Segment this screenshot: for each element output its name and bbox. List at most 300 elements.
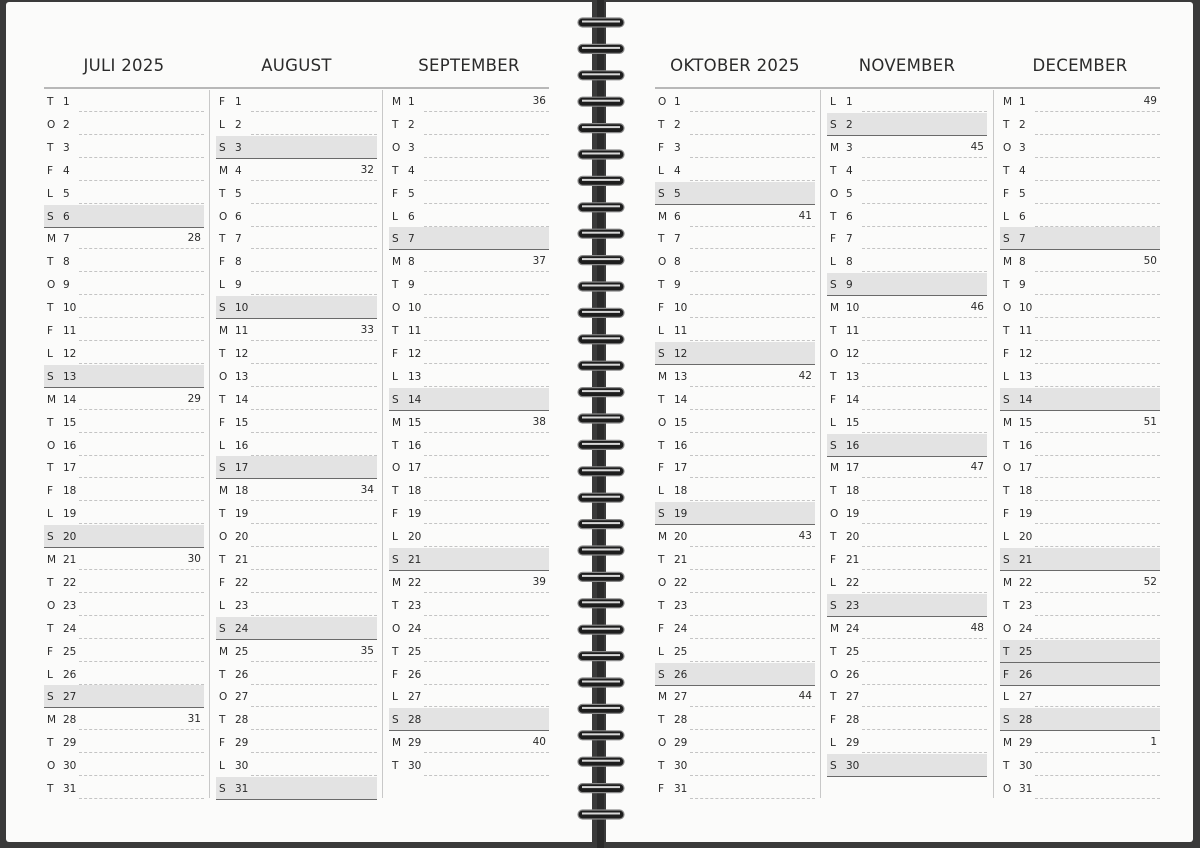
day-row-holiday[interactable]: [827, 273, 987, 296]
day-row-holiday[interactable]: [216, 777, 377, 800]
day-row[interactable]: [216, 205, 377, 228]
weekday-letter: S: [658, 508, 665, 521]
day-row[interactable]: [1000, 273, 1160, 296]
writing-line: [424, 752, 549, 753]
writing-line: [862, 432, 987, 433]
day-row[interactable]: [389, 90, 549, 113]
day-row[interactable]: [216, 640, 377, 663]
weekday-letter: L: [47, 347, 53, 360]
weekday-letter: M: [47, 233, 57, 246]
day-row-holiday[interactable]: [655, 663, 815, 686]
day-row[interactable]: [389, 136, 549, 159]
day-number: 18: [63, 485, 77, 498]
writing-line: [251, 134, 377, 135]
day-row[interactable]: [655, 319, 815, 342]
day-row[interactable]: [389, 182, 549, 205]
day-row[interactable]: [216, 434, 377, 457]
day-row[interactable]: [389, 663, 549, 686]
day-number: 24: [846, 622, 860, 635]
day-row[interactable]: [655, 250, 815, 273]
day-row[interactable]: [44, 548, 204, 571]
day-row[interactable]: [389, 479, 549, 502]
day-row[interactable]: [1000, 525, 1160, 548]
day-row[interactable]: [827, 205, 987, 228]
day-row-holiday[interactable]: [389, 388, 549, 411]
day-number: 6: [63, 210, 70, 223]
day-row[interactable]: [827, 571, 987, 594]
day-row[interactable]: [389, 250, 549, 273]
weekday-letter: O: [830, 668, 839, 681]
day-row-holiday[interactable]: [44, 525, 204, 548]
day-row[interactable]: [1000, 777, 1160, 800]
day-row[interactable]: [44, 571, 204, 594]
writing-line: [862, 706, 987, 707]
day-row[interactable]: [216, 388, 377, 411]
day-row[interactable]: [1000, 205, 1160, 228]
binding-ring-highlight: [582, 179, 620, 181]
day-row[interactable]: [655, 388, 815, 411]
weekday-letter: O: [47, 599, 56, 612]
day-number: 4: [846, 164, 853, 177]
week-number: 38: [532, 415, 546, 428]
weekday-letter: L: [47, 668, 53, 681]
day-row[interactable]: [655, 708, 815, 731]
day-row[interactable]: [827, 456, 987, 479]
day-row[interactable]: [389, 731, 549, 754]
week-number: 45: [970, 140, 984, 153]
weekday-letter: F: [392, 347, 399, 360]
day-row[interactable]: [827, 525, 987, 548]
day-row[interactable]: [827, 388, 987, 411]
day-row[interactable]: [44, 502, 204, 525]
day-row-holiday[interactable]: [827, 754, 987, 777]
day-row-holiday[interactable]: [389, 227, 549, 250]
writing-line: [251, 615, 377, 616]
binding-ring-highlight: [582, 760, 620, 762]
day-number: 5: [674, 187, 681, 200]
day-row-holiday[interactable]: [1000, 548, 1160, 571]
day-row[interactable]: [216, 479, 377, 502]
day-row[interactable]: [44, 754, 204, 777]
weekday-letter: L: [47, 187, 53, 200]
day-row[interactable]: [216, 90, 377, 113]
day-row[interactable]: [216, 342, 377, 365]
day-row[interactable]: [216, 685, 377, 708]
weekday-letter: F: [830, 393, 837, 406]
day-row[interactable]: [216, 182, 377, 205]
weekday-letter: L: [830, 96, 836, 108]
day-row[interactable]: [655, 571, 815, 594]
weekday-letter: T: [830, 210, 837, 223]
day-number: 22: [63, 576, 77, 589]
writing-line: [424, 157, 549, 158]
day-row[interactable]: [655, 731, 815, 754]
day-row[interactable]: [1000, 296, 1160, 319]
day-number: 26: [1019, 668, 1033, 681]
day-row[interactable]: [216, 594, 377, 617]
writing-line: [79, 317, 204, 318]
day-row[interactable]: [44, 136, 204, 159]
day-row[interactable]: [827, 731, 987, 754]
day-row-holiday[interactable]: [216, 296, 377, 319]
writing-line: [1035, 111, 1160, 112]
day-row-holiday[interactable]: [216, 617, 377, 640]
day-row[interactable]: [216, 159, 377, 182]
day-row[interactable]: [1000, 319, 1160, 342]
day-row-holiday[interactable]: [389, 548, 549, 571]
binding-ring-highlight: [582, 285, 620, 287]
day-row[interactable]: [216, 754, 377, 777]
day-row[interactable]: [655, 296, 815, 319]
weekday-letter: T: [219, 668, 226, 681]
writing-line: [1035, 340, 1160, 341]
day-row[interactable]: [827, 663, 987, 686]
day-row[interactable]: [827, 502, 987, 525]
writing-line: [251, 294, 377, 295]
day-row[interactable]: [216, 708, 377, 731]
day-row[interactable]: [44, 411, 204, 434]
week-number: 46: [970, 301, 984, 314]
weekday-letter: T: [658, 714, 665, 727]
day-row[interactable]: [389, 296, 549, 319]
day-row[interactable]: [1000, 411, 1160, 434]
day-number: 6: [846, 210, 853, 223]
weekday-letter: F: [392, 668, 399, 681]
day-row[interactable]: [655, 456, 815, 479]
day-row-holiday[interactable]: [655, 182, 815, 205]
day-row-holiday[interactable]: [216, 136, 377, 159]
day-row[interactable]: [827, 617, 987, 640]
day-row[interactable]: [655, 90, 815, 113]
day-row-holiday[interactable]: [1000, 708, 1160, 731]
day-row[interactable]: [1000, 136, 1160, 159]
day-row[interactable]: [1000, 434, 1160, 457]
day-row-holiday[interactable]: [44, 685, 204, 708]
day-row[interactable]: [1000, 113, 1160, 136]
day-row-holiday[interactable]: [44, 205, 204, 228]
day-row[interactable]: [389, 685, 549, 708]
day-row[interactable]: [827, 182, 987, 205]
day-row[interactable]: [44, 113, 204, 136]
day-row[interactable]: [389, 571, 549, 594]
day-row[interactable]: [44, 342, 204, 365]
day-number: 19: [63, 508, 77, 521]
day-row-holiday[interactable]: [216, 456, 377, 479]
day-row[interactable]: [389, 502, 549, 525]
weekday-letter: F: [830, 714, 837, 727]
day-number: 1: [408, 96, 415, 108]
day-row[interactable]: [655, 685, 815, 708]
writing-line: [690, 477, 815, 478]
weekday-letter: T: [219, 347, 226, 360]
day-row[interactable]: [655, 754, 815, 777]
day-row[interactable]: [1000, 90, 1160, 113]
weekday-letter: S: [1003, 393, 1010, 406]
day-row[interactable]: [44, 479, 204, 502]
day-row[interactable]: [389, 205, 549, 228]
day-row[interactable]: [1000, 617, 1160, 640]
day-row[interactable]: [44, 159, 204, 182]
day-row[interactable]: [827, 708, 987, 731]
writing-line: [251, 684, 377, 685]
day-row[interactable]: [655, 640, 815, 663]
day-row[interactable]: [1000, 365, 1160, 388]
day-row[interactable]: [216, 571, 377, 594]
weekday-letter: T: [658, 233, 665, 246]
day-row[interactable]: [655, 159, 815, 182]
day-row[interactable]: [389, 319, 549, 342]
day-row[interactable]: [1000, 571, 1160, 594]
day-row[interactable]: [827, 319, 987, 342]
weekday-letter: F: [658, 462, 665, 475]
day-row[interactable]: [216, 502, 377, 525]
day-number: 29: [63, 737, 77, 750]
writing-line: [1035, 523, 1160, 524]
week-number: 44: [798, 690, 812, 703]
writing-line: [1035, 203, 1160, 204]
day-number: 18: [1019, 485, 1033, 498]
day-number: 26: [408, 668, 422, 681]
day-row[interactable]: [389, 273, 549, 296]
day-row[interactable]: [655, 594, 815, 617]
day-row[interactable]: [44, 434, 204, 457]
day-row[interactable]: [1000, 456, 1160, 479]
weekday-letter: O: [47, 760, 56, 773]
day-row[interactable]: [44, 388, 204, 411]
weekday-letter: S: [392, 393, 399, 406]
day-row[interactable]: [827, 159, 987, 182]
day-row[interactable]: [827, 411, 987, 434]
writing-line: [862, 271, 987, 272]
day-row[interactable]: [44, 594, 204, 617]
day-row-holiday[interactable]: [1000, 663, 1160, 686]
day-row[interactable]: [216, 273, 377, 296]
day-row[interactable]: [389, 525, 549, 548]
day-number: 24: [408, 622, 422, 635]
day-row[interactable]: [44, 227, 204, 250]
day-row[interactable]: [655, 434, 815, 457]
day-row[interactable]: [44, 708, 204, 731]
binding-ring-highlight: [582, 681, 620, 683]
day-row-holiday[interactable]: [1000, 640, 1160, 663]
day-row[interactable]: [44, 731, 204, 754]
day-row[interactable]: [389, 365, 549, 388]
day-row[interactable]: [827, 250, 987, 273]
week-number: 43: [798, 530, 812, 543]
day-number: 17: [1019, 462, 1033, 475]
day-row[interactable]: [655, 411, 815, 434]
weekday-letter: T: [392, 439, 399, 452]
day-row[interactable]: [216, 731, 377, 754]
day-row[interactable]: [389, 456, 549, 479]
column-separator: [209, 90, 210, 798]
spiral-binding: [575, 0, 627, 848]
day-row[interactable]: [655, 205, 815, 228]
day-row[interactable]: [44, 617, 204, 640]
day-row[interactable]: [827, 227, 987, 250]
day-row[interactable]: [827, 640, 987, 663]
day-row[interactable]: [827, 548, 987, 571]
day-row[interactable]: [44, 273, 204, 296]
day-row[interactable]: [216, 663, 377, 686]
day-row[interactable]: [1000, 754, 1160, 777]
writing-line: [424, 294, 549, 295]
day-row[interactable]: [216, 319, 377, 342]
day-row[interactable]: [389, 754, 549, 777]
day-row[interactable]: [44, 250, 204, 273]
day-row[interactable]: [827, 342, 987, 365]
day-row[interactable]: [827, 685, 987, 708]
day-row[interactable]: [216, 227, 377, 250]
writing-line: [251, 432, 377, 433]
weekday-letter: M: [392, 256, 402, 269]
day-row[interactable]: [1000, 182, 1160, 205]
day-row[interactable]: [827, 90, 987, 113]
day-number: 20: [674, 531, 688, 544]
day-number: 2: [674, 118, 681, 131]
day-row[interactable]: [216, 113, 377, 136]
weekday-letter: T: [219, 393, 226, 406]
weekday-letter: T: [392, 760, 399, 773]
day-row[interactable]: [655, 548, 815, 571]
day-number: 25: [674, 645, 688, 658]
writing-line: [1035, 455, 1160, 456]
day-row[interactable]: [655, 227, 815, 250]
week-number: 30: [187, 553, 201, 565]
day-row[interactable]: [44, 777, 204, 800]
day-row-holiday[interactable]: [827, 594, 987, 617]
weekday-letter: F: [392, 508, 399, 521]
weekday-letter: T: [1003, 439, 1010, 452]
day-row[interactable]: [655, 365, 815, 388]
weekday-letter: L: [830, 416, 836, 429]
day-row[interactable]: [216, 365, 377, 388]
weekday-letter: T: [47, 96, 54, 108]
weekday-letter: M: [47, 714, 57, 727]
day-number: 13: [674, 370, 688, 383]
day-row[interactable]: [1000, 342, 1160, 365]
weekday-letter: T: [219, 714, 226, 727]
writing-line: [690, 157, 815, 158]
writing-line: [690, 798, 815, 799]
weekday-letter: L: [392, 531, 398, 544]
day-row[interactable]: [655, 273, 815, 296]
writing-line: [690, 546, 815, 547]
day-row-holiday[interactable]: [827, 113, 987, 136]
weekday-letter: L: [392, 691, 398, 704]
writing-line: [424, 363, 549, 364]
day-row[interactable]: [1000, 502, 1160, 525]
weekday-letter: T: [392, 485, 399, 498]
day-row[interactable]: [1000, 594, 1160, 617]
day-row[interactable]: [44, 182, 204, 205]
day-number: 30: [1019, 760, 1033, 773]
day-row[interactable]: [389, 434, 549, 457]
weekday-letter: F: [1003, 668, 1010, 681]
day-row[interactable]: [216, 525, 377, 548]
day-number: 8: [674, 256, 681, 269]
day-row[interactable]: [44, 319, 204, 342]
day-row-holiday[interactable]: [1000, 227, 1160, 250]
day-row[interactable]: [1000, 479, 1160, 502]
day-row[interactable]: [1000, 685, 1160, 708]
day-number: 1: [674, 96, 681, 108]
day-row-holiday[interactable]: [389, 708, 549, 731]
day-row[interactable]: [44, 663, 204, 686]
weekday-letter: T: [47, 462, 54, 475]
day-row[interactable]: [655, 479, 815, 502]
week-number: 47: [970, 461, 984, 474]
day-row[interactable]: [1000, 159, 1160, 182]
day-number: 8: [63, 256, 70, 269]
writing-line: [862, 661, 987, 662]
writing-line: [424, 180, 549, 181]
writing-line: [424, 775, 549, 776]
writing-line: [79, 775, 204, 776]
day-row[interactable]: [216, 250, 377, 273]
writing-line: [424, 203, 549, 204]
day-row-holiday[interactable]: [655, 342, 815, 365]
weekday-letter: T: [658, 554, 665, 566]
writing-line: [862, 500, 987, 501]
weekday-letter: T: [392, 118, 399, 131]
day-row[interactable]: [827, 136, 987, 159]
day-row[interactable]: [44, 640, 204, 663]
day-number: 27: [235, 691, 249, 704]
day-row[interactable]: [655, 617, 815, 640]
day-row[interactable]: [655, 525, 815, 548]
day-row[interactable]: [1000, 731, 1160, 754]
day-row[interactable]: [389, 159, 549, 182]
day-row[interactable]: [827, 296, 987, 319]
weekday-letter: L: [47, 508, 53, 521]
writing-line: [424, 615, 549, 616]
weekday-letter: T: [658, 439, 665, 452]
day-number: 19: [846, 508, 860, 521]
day-row[interactable]: [827, 365, 987, 388]
day-number: 23: [1019, 599, 1033, 612]
day-row[interactable]: [827, 479, 987, 502]
day-row[interactable]: [44, 456, 204, 479]
weekday-letter: F: [219, 256, 226, 269]
writing-line: [690, 294, 815, 295]
day-number: 16: [235, 439, 249, 452]
day-row[interactable]: [389, 113, 549, 136]
day-row-holiday[interactable]: [44, 365, 204, 388]
writing-line: [1035, 638, 1160, 639]
day-number: 10: [63, 302, 77, 315]
writing-line: [251, 706, 377, 707]
day-row[interactable]: [389, 411, 549, 434]
day-row[interactable]: [389, 342, 549, 365]
day-row[interactable]: [655, 136, 815, 159]
day-row[interactable]: [655, 777, 815, 800]
day-row[interactable]: [44, 90, 204, 113]
day-row[interactable]: [389, 617, 549, 640]
day-row[interactable]: [44, 296, 204, 319]
day-number: 10: [1019, 302, 1033, 315]
day-row[interactable]: [216, 548, 377, 571]
day-row-holiday[interactable]: [827, 434, 987, 457]
day-row[interactable]: [389, 640, 549, 663]
day-row[interactable]: [1000, 250, 1160, 273]
day-row[interactable]: [216, 411, 377, 434]
day-row-holiday[interactable]: [655, 502, 815, 525]
day-row-holiday[interactable]: [1000, 388, 1160, 411]
writing-line: [251, 592, 377, 593]
day-row[interactable]: [389, 594, 549, 617]
day-row[interactable]: [655, 113, 815, 136]
